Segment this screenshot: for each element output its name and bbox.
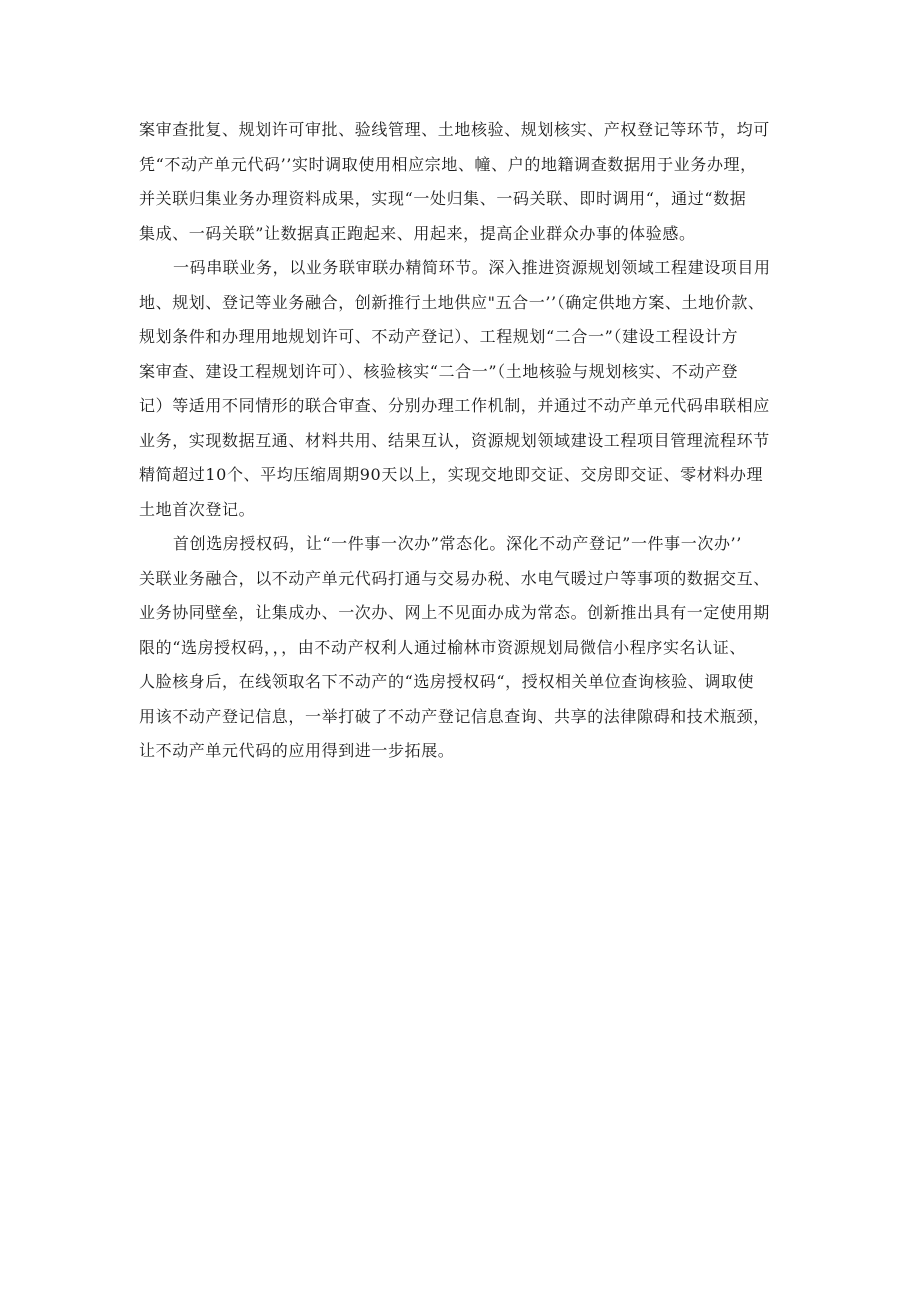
paragraph-business-linkage xyxy=(139,251,789,527)
text-line: 集成、一码关联”让数据真正跑起来、用起来，提高企业群众办事的体验感。 xyxy=(139,223,696,243)
text-line: 业务协同壁垒，让集成办、一次办、网上不见面办成为常态。创新推出具有一定使用期 xyxy=(139,603,770,622)
text-line: 规划条件和办理用地规划许可、不动产登记）、工程规划“二合一”（建设工程设计方 xyxy=(139,327,739,346)
text-line: 案审查、建设工程规划许可）、核验核实“二合一”（土地核验与规划核实、不动产登 xyxy=(139,361,739,381)
text-line: 精简超过10个、平均压缩周期90天以上，实现交地即交证、交房即交证、零材料办理 xyxy=(139,465,764,484)
text-line: 让不动产单元代码的应用得到进一步拓展。 xyxy=(139,741,455,760)
text-line: 地、规划、登记等业务融合，创新推行土地供应"五合一’’（确定供地方案、土地价款、 xyxy=(139,292,765,312)
text-line: 并关联归集业务办理资料成果，实现“一处归集、一码关联、即时调用“，通过“数据 xyxy=(139,189,747,208)
document-body xyxy=(139,113,789,769)
text-line: 关联业务融合，以不动产单元代码打通与交易办税、水电气暖过户等事项的数据交互、 xyxy=(139,568,770,588)
text-line: 记）等适用不同情形的联合审查、分别办理工作机制，并通过不动产单元代码串联相应 xyxy=(139,396,770,415)
text-line: 用该不动产登记信息，一举打破了不动产登记信息查询、共享的法律隙碍和技术瓶颈， xyxy=(139,706,770,726)
text-line: 业务，实现数据互通、材料共用、结果互认，资源规划领域建设工程项目管理流程环节 xyxy=(139,430,770,450)
text-line: 案审查批复、规划许可审批、验线管理、土地核验、规划核实、产权登记等环节，均可 xyxy=(139,120,770,139)
text-line: 凭“不动产单元代码’’实时调取使用相应宗地、幢、户的地籍调查数据用于业务办理， xyxy=(139,154,757,174)
text-line: 限的“选房授权码，，，由不动产权利人通过榆林市资源规划局微信小程序实名认证、 xyxy=(139,637,746,657)
text-line: 人脸核身后，在线领取名下不动产的“选房授权码“，授权相关单位查询核验、调取使 xyxy=(139,672,755,691)
paragraph-authorization-code xyxy=(139,527,789,769)
text-line: 土地首次登记。 xyxy=(139,499,256,519)
text-line: 首创选房授权码，让“一件事一次办”常态化。深化不动产登记”一件事一次办’’ xyxy=(173,534,742,553)
text-line: 一码串联业务，以业务联审联办精简环节。深入推进资源规划领域工程建设项目用 xyxy=(173,258,771,277)
paragraph-data-integration xyxy=(139,113,789,251)
